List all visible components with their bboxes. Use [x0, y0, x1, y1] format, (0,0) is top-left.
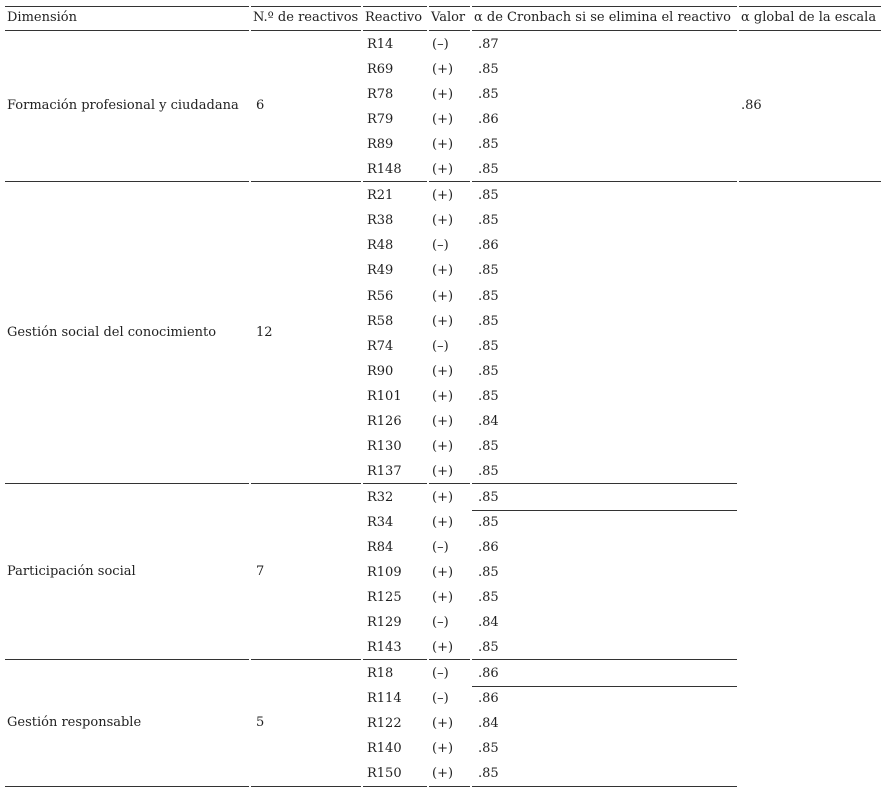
item-sign: (+) [432, 389, 454, 404]
item-alpha: .87 [478, 37, 499, 52]
item-alpha: .85 [478, 565, 499, 580]
item-alpha: .85 [478, 766, 499, 781]
group-separator [363, 786, 427, 787]
item-sign: (–) [432, 339, 449, 354]
alpha-subrule [472, 510, 737, 511]
item-alpha: .85 [478, 464, 499, 479]
item-code: R109 [367, 565, 402, 580]
item-sign: (+) [432, 213, 454, 228]
item-sign: (+) [432, 490, 454, 505]
item-sign: (+) [432, 112, 454, 127]
header-top-rule [472, 6, 737, 7]
group-separator [5, 181, 249, 182]
group-separator [472, 181, 737, 182]
item-sign: (–) [432, 691, 449, 706]
item-code: R58 [367, 314, 394, 329]
group-separator [429, 786, 470, 787]
item-alpha: .85 [478, 364, 499, 379]
item-code: R114 [367, 691, 402, 706]
group-separator [363, 181, 427, 182]
group-separator [5, 483, 249, 484]
group-separator [472, 483, 737, 484]
header-top-rule [5, 6, 249, 7]
item-sign: (+) [432, 766, 454, 781]
item-alpha: .85 [478, 289, 499, 304]
item-code: R122 [367, 716, 402, 731]
item-alpha: .84 [478, 615, 499, 630]
item-code: R78 [367, 87, 394, 102]
item-alpha: .85 [478, 188, 499, 203]
item-code: R130 [367, 439, 402, 454]
item-code: R34 [367, 515, 394, 530]
item-alpha: .85 [478, 62, 499, 77]
item-code: R129 [367, 615, 402, 630]
item-code: R89 [367, 137, 394, 152]
item-alpha: .85 [478, 263, 499, 278]
header-bottom-rule [429, 30, 470, 31]
group-separator [472, 659, 737, 660]
dimension-name: Gestión responsable [7, 715, 142, 730]
group-separator [739, 181, 881, 182]
item-alpha: .86 [478, 112, 499, 127]
group-separator [251, 483, 361, 484]
item-alpha: .85 [478, 213, 499, 228]
item-alpha: .85 [478, 137, 499, 152]
item-code: R140 [367, 741, 402, 756]
header-item: Reactivo [365, 10, 423, 25]
item-code: R90 [367, 364, 394, 379]
item-alpha: .85 [478, 162, 499, 177]
item-count: 6 [256, 98, 265, 113]
item-sign: (+) [432, 640, 454, 655]
item-sign: (+) [432, 87, 454, 102]
item-code: R74 [367, 339, 394, 354]
item-code: R56 [367, 289, 394, 304]
group-separator [5, 786, 249, 787]
item-code: R143 [367, 640, 402, 655]
item-sign: (–) [432, 540, 449, 555]
item-sign: (+) [432, 565, 454, 580]
item-alpha: .85 [478, 389, 499, 404]
item-code: R125 [367, 590, 402, 605]
item-alpha: .85 [478, 314, 499, 329]
header-bottom-rule [5, 30, 249, 31]
group-separator [251, 786, 361, 787]
group-separator [363, 659, 427, 660]
item-alpha: .85 [478, 640, 499, 655]
item-code: R148 [367, 162, 402, 177]
item-sign: (+) [432, 439, 454, 454]
item-alpha: .85 [478, 439, 499, 454]
item-sign: (+) [432, 162, 454, 177]
item-alpha: .85 [478, 87, 499, 102]
header-top-rule [429, 6, 470, 7]
item-sign: (+) [432, 716, 454, 731]
item-alpha: .85 [478, 741, 499, 756]
item-code: R101 [367, 389, 402, 404]
header-dimension: Dimensión [7, 10, 78, 25]
header-bottom-rule [739, 30, 881, 31]
item-code: R38 [367, 213, 394, 228]
item-code: R14 [367, 37, 394, 52]
item-code: R49 [367, 263, 394, 278]
item-sign: (–) [432, 666, 449, 681]
item-count: 7 [256, 564, 265, 579]
header-bottom-rule [363, 30, 427, 31]
header-alpha-global: α global de la escala [741, 10, 877, 25]
header-value: Valor [431, 10, 466, 25]
item-alpha: .85 [478, 339, 499, 354]
item-code: R18 [367, 666, 394, 681]
dimension-name: Formación profesional y ciudadana [7, 98, 239, 113]
item-sign: (+) [432, 590, 454, 605]
item-sign: (+) [432, 464, 454, 479]
item-sign: (–) [432, 37, 449, 52]
item-alpha: .86 [478, 540, 499, 555]
item-code: R48 [367, 238, 394, 253]
alpha-subrule [472, 686, 737, 687]
header-top-rule [363, 6, 427, 7]
group-separator [429, 659, 470, 660]
header-n-items: N.º de reactivos [253, 10, 359, 25]
item-alpha: .85 [478, 590, 499, 605]
group-separator [5, 659, 249, 660]
item-code: R21 [367, 188, 394, 203]
item-sign: (+) [432, 414, 454, 429]
item-alpha: .84 [478, 414, 499, 429]
item-code: R126 [367, 414, 402, 429]
item-code: R32 [367, 490, 394, 505]
group-separator [363, 483, 427, 484]
item-sign: (–) [432, 615, 449, 630]
header-alpha-if-deleted: α de Cronbach si se elimina el reactivo [474, 10, 731, 25]
header-bottom-rule [251, 30, 361, 31]
item-sign: (+) [432, 137, 454, 152]
item-sign: (+) [432, 62, 454, 77]
item-sign: (+) [432, 263, 454, 278]
item-count: 5 [256, 715, 265, 730]
item-code: R137 [367, 464, 402, 479]
group-separator [472, 786, 737, 787]
item-sign: (+) [432, 314, 454, 329]
item-code: R84 [367, 540, 394, 555]
group-separator [251, 659, 361, 660]
header-top-rule [739, 6, 881, 7]
item-sign: (+) [432, 741, 454, 756]
item-alpha: .84 [478, 716, 499, 731]
item-sign: (+) [432, 515, 454, 530]
item-code: R69 [367, 62, 394, 77]
item-sign: (–) [432, 238, 449, 253]
item-sign: (+) [432, 364, 454, 379]
item-alpha: .86 [478, 238, 499, 253]
item-code: R79 [367, 112, 394, 127]
item-sign: (+) [432, 188, 454, 203]
item-count: 12 [256, 325, 273, 340]
item-alpha: .85 [478, 515, 499, 530]
group-separator [251, 181, 361, 182]
header-bottom-rule [472, 30, 737, 31]
global-alpha: .86 [741, 98, 762, 113]
dimension-name: Gestión social del conocimiento [7, 325, 217, 340]
item-alpha: .86 [478, 691, 499, 706]
item-alpha: .85 [478, 490, 499, 505]
group-separator [429, 181, 470, 182]
header-top-rule [251, 6, 361, 7]
item-sign: (+) [432, 289, 454, 304]
dimension-name: Participación social [7, 564, 136, 579]
group-separator [429, 483, 470, 484]
item-alpha: .86 [478, 666, 499, 681]
item-code: R150 [367, 766, 402, 781]
